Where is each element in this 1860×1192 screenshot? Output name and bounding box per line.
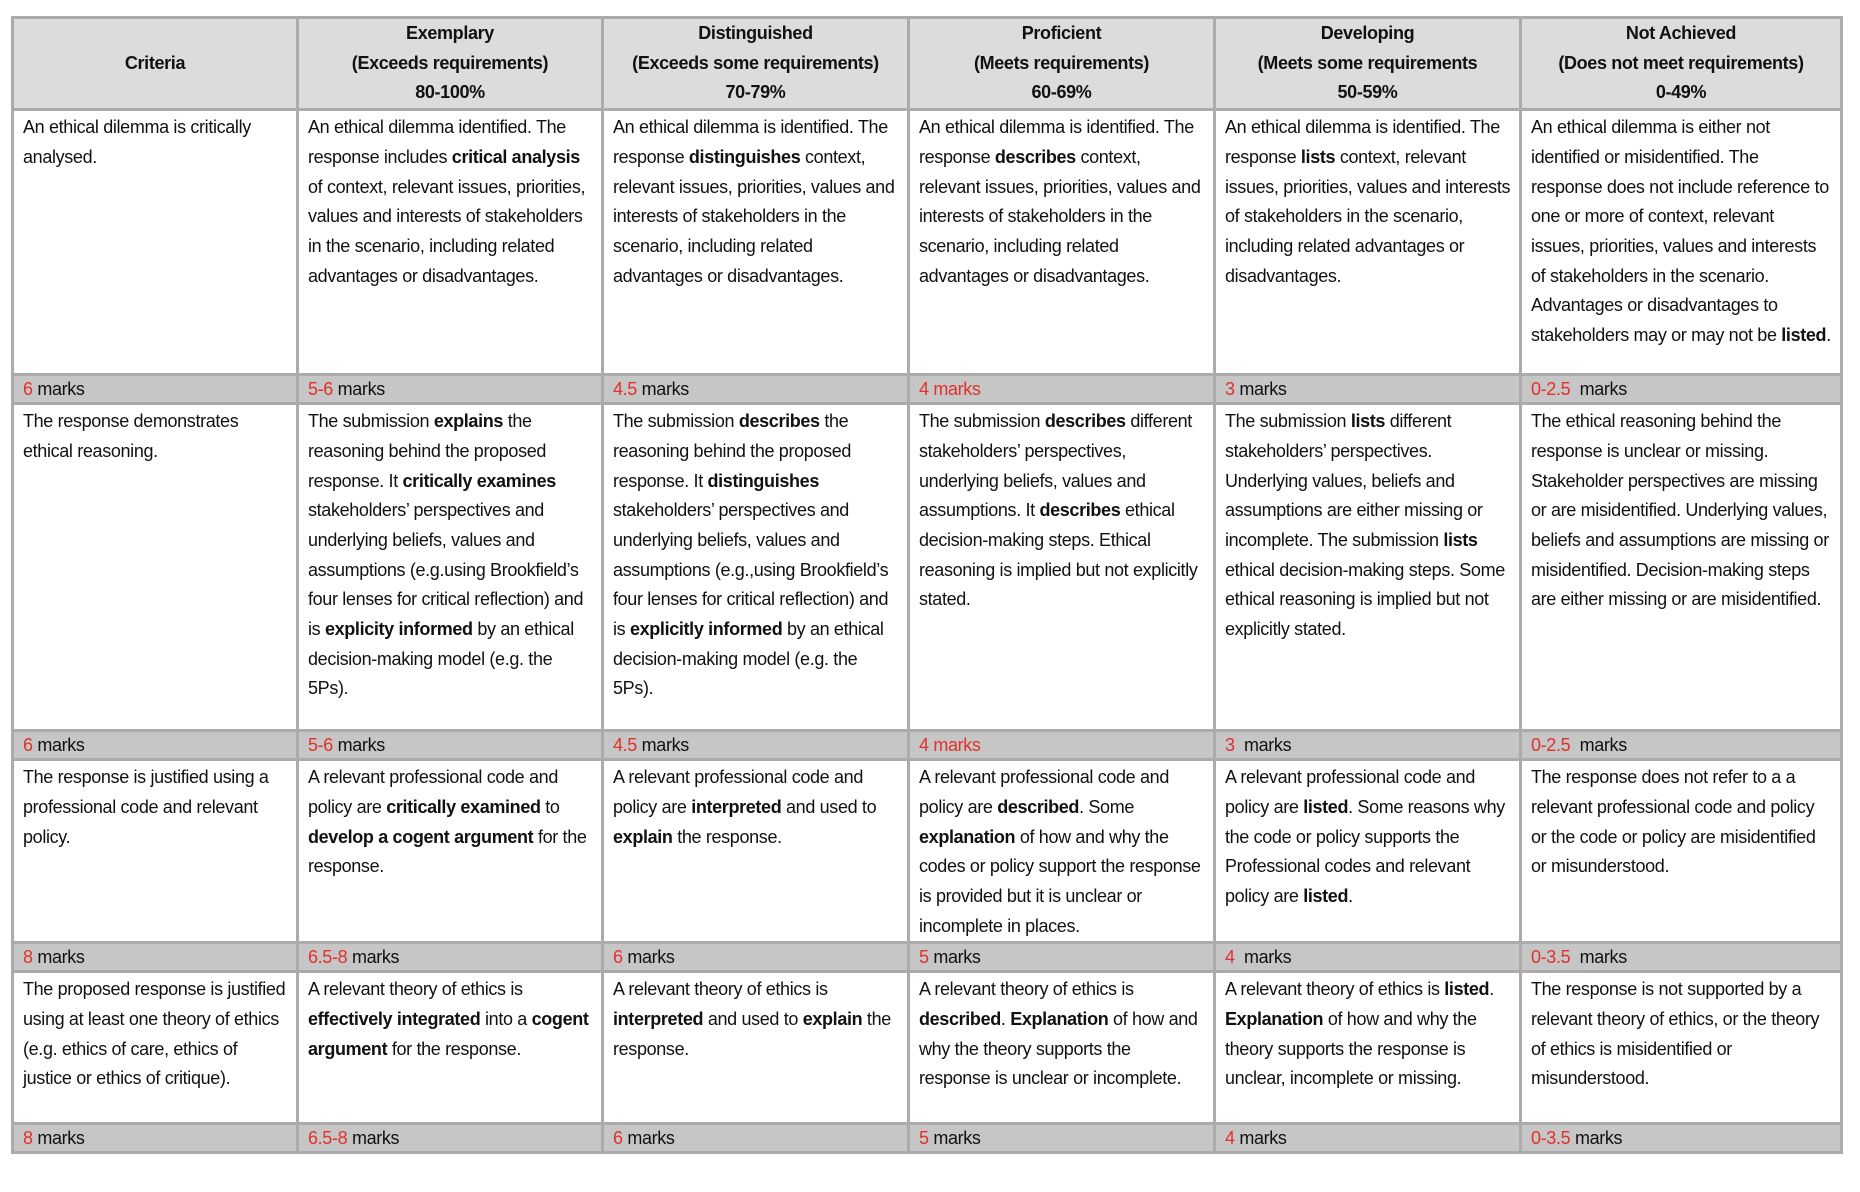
descriptor-text: An ethical dilemma identified. The response includes bbox=[308, 117, 566, 167]
header-row bbox=[13, 18, 1842, 110]
descriptor-text: A relevant professional code and policy are bbox=[308, 767, 558, 817]
descriptor-emphasis: critically examined bbox=[386, 796, 541, 817]
descriptor-text: The submission bbox=[1225, 411, 1351, 432]
descriptor-text: context, relevant issues, priorities, values and interests of stakeholders in the scenario, including related advantages or disadvantages. bbox=[613, 146, 895, 286]
level-name: Distinguished bbox=[698, 23, 813, 43]
level-name: Proficient bbox=[1021, 23, 1102, 43]
descriptor-cell-proficient bbox=[909, 110, 1215, 375]
criterion-row bbox=[13, 404, 1842, 731]
descriptor-emphasis: described bbox=[997, 796, 1080, 817]
descriptor-cell-proficient bbox=[909, 760, 1215, 943]
descriptor-emphasis: cogent argument bbox=[308, 1009, 589, 1059]
marks-cell-not-achieved bbox=[1521, 943, 1842, 972]
descriptor-text: The submission bbox=[919, 411, 1045, 432]
marks-value: 5 bbox=[919, 947, 929, 968]
descriptor-cell-distinguished bbox=[603, 404, 909, 731]
marks-value: 5-6 bbox=[308, 735, 333, 756]
descriptor-text: the response. bbox=[613, 1009, 891, 1059]
descriptor-text: by an ethical decision-making model (e.g. the 5Ps). bbox=[308, 619, 574, 699]
marks-cell-exemplary bbox=[298, 375, 603, 404]
descriptor-cell-developing bbox=[1215, 110, 1521, 375]
level-range: 0-49% bbox=[1655, 82, 1707, 103]
marks-cell-total bbox=[13, 943, 298, 972]
descriptor-text: the reasoning behind the proposed response. It bbox=[613, 411, 852, 491]
level-name: Exemplary bbox=[406, 23, 494, 43]
descriptor-emphasis: explain bbox=[802, 1009, 863, 1030]
descriptor-emphasis: distinguishes bbox=[688, 146, 801, 167]
level-desc: (Exceeds requirements) bbox=[351, 52, 549, 73]
marks-value: 4.5 bbox=[613, 379, 637, 400]
marks-label: marks bbox=[933, 1128, 981, 1149]
criterion-text: The response demonstrates ethical reasoning. bbox=[23, 411, 239, 461]
descriptor-cell-developing bbox=[1215, 404, 1521, 731]
descriptor-emphasis: described bbox=[919, 1009, 1001, 1030]
marks-cell-proficient bbox=[909, 1124, 1215, 1153]
marks-label: marks bbox=[337, 379, 385, 400]
marks-label: marks bbox=[1574, 1128, 1623, 1149]
marks-value: 5-6 bbox=[308, 379, 333, 400]
criterion-cell bbox=[13, 404, 298, 731]
descriptor-text: An ethical dilemma is either not identified or misidentified. The response does not include reference to one or more of context, relevant issues, priorities, values and interests of stakeholders in the scenario. Advantages or disadvantages to stakeholders may or may not be bbox=[1531, 117, 1829, 346]
descriptor-text: to bbox=[540, 796, 560, 817]
descriptor-text: A relevant professional code and policy are bbox=[613, 767, 863, 817]
descriptor-text: A relevant professional code and policy are bbox=[919, 767, 1169, 817]
descriptor-cell-developing bbox=[1215, 760, 1521, 943]
descriptor-emphasis: listed bbox=[1781, 325, 1827, 346]
marks-value: 4 bbox=[1225, 947, 1235, 968]
marks-cell-total bbox=[13, 375, 298, 404]
marks-label: marks bbox=[337, 735, 385, 756]
marks-cell-developing bbox=[1215, 731, 1521, 760]
descriptor-text: ethical decision-making steps. Ethical reasoning is implied but not explicitly stated. bbox=[919, 500, 1198, 610]
marks-value: 4 bbox=[1225, 1128, 1235, 1149]
level-desc: (Exceeds some requirements) bbox=[632, 52, 879, 73]
descriptor-text: and used to bbox=[781, 796, 877, 817]
descriptor-text: The response does not refer to a a relevant professional code and policy or the code or policy are misidentified or misunderstood. bbox=[1531, 767, 1816, 877]
marks-value: 4 bbox=[919, 735, 929, 756]
marks-cell-distinguished bbox=[603, 375, 909, 404]
marks-value: 3 bbox=[1225, 735, 1235, 756]
descriptor-text: of how and why the theory supports the response is unclear, incomplete or missing. bbox=[1225, 1009, 1477, 1089]
descriptor-text: into a bbox=[480, 1009, 532, 1030]
marks-cell-total bbox=[13, 1124, 298, 1153]
descriptor-text: context, relevant issues, priorities, values and interests of stakeholders in the scenario, including related advantages or disadvantages. bbox=[1225, 146, 1511, 286]
descriptor-emphasis: critical analysis bbox=[451, 146, 580, 167]
marks-label: marks bbox=[933, 379, 981, 400]
descriptor-text: The response is not supported by a relevant theory of ethics, or the theory of ethics is misidentified or misunderstood. bbox=[1531, 979, 1820, 1089]
marks-cell-exemplary bbox=[298, 731, 603, 760]
descriptor-cell-not-achieved bbox=[1521, 404, 1842, 731]
descriptor-emphasis: describes bbox=[738, 411, 820, 432]
descriptor-text: A relevant theory of ethics is bbox=[1225, 979, 1445, 1000]
level-range: 60-69% bbox=[1031, 82, 1092, 103]
marks-label: marks bbox=[641, 379, 689, 400]
marks-value: 3 bbox=[1225, 379, 1235, 400]
marks-cell-total bbox=[13, 731, 298, 760]
marks-value: 6.5-8 bbox=[308, 947, 348, 968]
descriptor-emphasis: lists bbox=[1300, 146, 1336, 167]
criterion-row bbox=[13, 760, 1842, 943]
marks-label: marks bbox=[1239, 1128, 1287, 1149]
marks-label: marks bbox=[1243, 947, 1292, 968]
marks-gap bbox=[1235, 735, 1244, 755]
descriptor-cell-distinguished bbox=[603, 972, 909, 1124]
marks-value: 0-2.5 bbox=[1531, 735, 1571, 756]
descriptor-emphasis: develop a cogent argument bbox=[308, 826, 534, 847]
descriptor-text: by an ethical decision-making model (e.g. the 5Ps). bbox=[613, 619, 884, 699]
marks-value: 8 bbox=[23, 1128, 33, 1149]
descriptor-emphasis: explanation bbox=[919, 826, 1016, 847]
descriptor-text: the response. bbox=[672, 826, 782, 847]
level-desc: (Meets requirements) bbox=[973, 52, 1150, 73]
descriptor-text: The ethical reasoning behind the response is unclear or missing. Stakeholder perspectives are missing or are misidentified. Underlying values, beliefs and assumptions are missing or misidentified. Decision-making steps are either missing or are misidentified. bbox=[1531, 411, 1829, 610]
marks-label: marks bbox=[1243, 735, 1292, 756]
marks-cell-proficient bbox=[909, 731, 1215, 760]
descriptor-text: . bbox=[1489, 979, 1494, 1000]
marks-row bbox=[13, 375, 1842, 404]
descriptor-text: different stakeholders’ perspectives. Underlying values, beliefs and assumptions are either missing or incomplete. The submission bbox=[1225, 411, 1483, 550]
descriptor-text: and used to bbox=[703, 1009, 803, 1030]
marks-cell-exemplary bbox=[298, 943, 603, 972]
rubric-table bbox=[11, 16, 1843, 1154]
marks-label: marks bbox=[933, 735, 981, 756]
marks-cell-distinguished bbox=[603, 1124, 909, 1153]
marks-row bbox=[13, 943, 1842, 972]
descriptor-emphasis: describes bbox=[1044, 411, 1126, 432]
marks-row bbox=[13, 731, 1842, 760]
level-name: Developing bbox=[1320, 23, 1415, 43]
descriptor-emphasis: Explanation bbox=[1010, 1009, 1109, 1030]
descriptor-emphasis: describes bbox=[1039, 500, 1121, 521]
marks-cell-not-achieved bbox=[1521, 1124, 1842, 1153]
marks-gap bbox=[1570, 379, 1579, 399]
marks-gap bbox=[1570, 947, 1579, 967]
marks-value: 6 bbox=[613, 1128, 623, 1149]
descriptor-emphasis: describes bbox=[994, 146, 1076, 167]
criterion-row bbox=[13, 110, 1842, 375]
marks-label: marks bbox=[37, 735, 85, 756]
criterion-cell bbox=[13, 972, 298, 1124]
marks-label: marks bbox=[1579, 735, 1627, 756]
marks-value: 6 bbox=[23, 379, 33, 400]
marks-value: 4.5 bbox=[613, 735, 637, 756]
descriptor-text: The submission bbox=[308, 411, 434, 432]
descriptor-text: A relevant theory of ethics is bbox=[613, 979, 828, 1000]
descriptor-text: . bbox=[1348, 885, 1353, 906]
marks-label: marks bbox=[37, 1128, 85, 1149]
descriptor-text: A relevant theory of ethics is bbox=[308, 979, 523, 1000]
marks-cell-not-achieved bbox=[1521, 731, 1842, 760]
marks-value: 8 bbox=[23, 947, 33, 968]
marks-label: marks bbox=[627, 947, 675, 968]
descriptor-emphasis: interpreted bbox=[613, 1009, 704, 1030]
descriptor-emphasis: effectively integrated bbox=[308, 1009, 481, 1030]
descriptor-emphasis: lists bbox=[1350, 411, 1386, 432]
descriptor-cell-not-achieved bbox=[1521, 972, 1842, 1124]
descriptor-emphasis: listed bbox=[1303, 796, 1349, 817]
descriptor-text: An ethical dilemma is identified. The response bbox=[1225, 117, 1500, 167]
level-range: 50-59% bbox=[1337, 82, 1398, 103]
descriptor-cell-not-achieved bbox=[1521, 110, 1842, 375]
descriptor-text: stakeholders’ perspectives and underlying beliefs, values and assumptions (e.g.using Brookfield’s four lenses for critical reflection) and is bbox=[308, 500, 584, 640]
header-criteria bbox=[13, 18, 298, 110]
marks-value: 5 bbox=[919, 1128, 929, 1149]
marks-cell-developing bbox=[1215, 1124, 1521, 1153]
marks-cell-distinguished bbox=[603, 731, 909, 760]
marks-label: marks bbox=[627, 1128, 675, 1149]
level-range: 70-79% bbox=[725, 82, 786, 103]
descriptor-text: the reasoning behind the proposed response. It bbox=[308, 411, 547, 491]
marks-gap bbox=[1235, 947, 1244, 967]
header-level-exemplary bbox=[298, 18, 603, 110]
descriptor-emphasis: explicitly informed bbox=[629, 619, 783, 640]
descriptor-text: A relevant theory of ethics is bbox=[919, 979, 1134, 1000]
marks-label: marks bbox=[1579, 379, 1627, 400]
descriptor-text: for the response. bbox=[308, 826, 587, 877]
criterion-row bbox=[13, 972, 1842, 1124]
descriptor-text: for the response. bbox=[387, 1038, 521, 1059]
marks-cell-proficient bbox=[909, 943, 1215, 972]
descriptor-text: different stakeholders’ perspectives, underlying beliefs, values and assumptions. It bbox=[919, 411, 1192, 521]
marks-label: marks bbox=[351, 1128, 400, 1149]
marks-label: marks bbox=[641, 735, 689, 756]
marks-value: 4 bbox=[919, 379, 929, 400]
marks-cell-developing bbox=[1215, 943, 1521, 972]
header-level-proficient bbox=[909, 18, 1215, 110]
criterion-cell bbox=[13, 760, 298, 943]
descriptor-cell-exemplary bbox=[298, 760, 603, 943]
marks-cell-not-achieved bbox=[1521, 375, 1842, 404]
descriptor-text: ethical decision-making steps. Some ethical reasoning is implied but not explicitly stated. bbox=[1225, 559, 1505, 640]
marks-cell-developing bbox=[1215, 375, 1521, 404]
criterion-cell bbox=[13, 110, 298, 375]
marks-value: 6 bbox=[613, 947, 623, 968]
criterion-text: An ethical dilemma is critically analysed. bbox=[23, 117, 251, 167]
marks-label: marks bbox=[37, 947, 85, 968]
descriptor-text: of how and why the theory supports the response is unclear or incomplete. bbox=[919, 1009, 1198, 1089]
descriptor-cell-developing bbox=[1215, 972, 1521, 1124]
descriptor-cell-proficient bbox=[909, 972, 1215, 1124]
header-criteria-label: Criteria bbox=[124, 52, 186, 73]
level-name: Not Achieved bbox=[1625, 23, 1737, 43]
descriptor-emphasis: interpreted bbox=[691, 796, 782, 817]
descriptor-cell-exemplary bbox=[298, 110, 603, 375]
descriptor-cell-exemplary bbox=[298, 972, 603, 1124]
header-level-developing bbox=[1215, 18, 1521, 110]
descriptor-emphasis: Explanation bbox=[1225, 1009, 1324, 1030]
marks-value: 6.5-8 bbox=[308, 1128, 348, 1149]
descriptor-text: stakeholders’ perspectives and underlying beliefs, values and assumptions (e.g.,using Brookfield’s four lenses for critical reflection) and is bbox=[613, 500, 889, 640]
descriptor-emphasis: distinguishes bbox=[707, 470, 819, 491]
descriptor-text: . bbox=[1000, 1009, 1011, 1030]
descriptor-text: . Some bbox=[1079, 796, 1135, 817]
descriptor-text: context, relevant issues, priorities, values and interests of stakeholders in the scenario, including related advantages or disadvantages. bbox=[919, 146, 1201, 286]
marks-row bbox=[13, 1124, 1842, 1153]
descriptor-text: A relevant professional code and policy are bbox=[1225, 767, 1475, 817]
descriptor-emphasis: explicity informed bbox=[324, 619, 473, 640]
descriptor-emphasis: explain bbox=[613, 826, 673, 847]
marks-label: marks bbox=[1239, 379, 1287, 400]
descriptor-cell-proficient bbox=[909, 404, 1215, 731]
criterion-text: The response is justified using a professional code and relevant policy. bbox=[23, 767, 269, 847]
rubric-body bbox=[13, 110, 1842, 1153]
marks-label: marks bbox=[351, 947, 400, 968]
descriptor-emphasis: listed bbox=[1303, 885, 1349, 906]
marks-cell-proficient bbox=[909, 375, 1215, 404]
marks-value: 0-3.5 bbox=[1531, 947, 1571, 968]
descriptor-text: An ethical dilemma is identified. The response bbox=[613, 117, 888, 167]
criterion-text: The proposed response is justified using at least one theory of ethics (e.g. ethics of care, ethics of justice or ethics of critique). bbox=[23, 979, 286, 1089]
header-level-distinguished bbox=[603, 18, 909, 110]
descriptor-emphasis: lists bbox=[1443, 529, 1478, 550]
marks-label: marks bbox=[933, 947, 981, 968]
descriptor-text: . bbox=[1826, 325, 1831, 346]
level-range: 80-100% bbox=[415, 82, 485, 103]
descriptor-text: of how and why the codes or policy support the response is provided but it is unclear or incomplete in places. bbox=[919, 826, 1201, 936]
descriptor-cell-distinguished bbox=[603, 760, 909, 943]
marks-gap bbox=[1570, 735, 1579, 755]
marks-label: marks bbox=[37, 379, 85, 400]
marks-cell-distinguished bbox=[603, 943, 909, 972]
marks-value: 6 bbox=[23, 735, 33, 756]
descriptor-cell-exemplary bbox=[298, 404, 603, 731]
descriptor-text: The submission bbox=[613, 411, 739, 432]
descriptor-text: An ethical dilemma is identified. The response bbox=[919, 117, 1194, 167]
descriptor-cell-not-achieved bbox=[1521, 760, 1842, 943]
descriptor-cell-distinguished bbox=[603, 110, 909, 375]
header-level-not-achieved bbox=[1521, 18, 1842, 110]
level-desc: (Meets some requirements bbox=[1257, 52, 1478, 73]
descriptor-text: of context, relevant issues, priorities, values and interests of stakeholders in the scenario, including related advantages or disadvantages. bbox=[308, 176, 586, 286]
marks-value: 0-2.5 bbox=[1531, 379, 1571, 400]
descriptor-emphasis: listed bbox=[1444, 979, 1490, 1000]
descriptor-emphasis: critically examines bbox=[402, 470, 556, 491]
marks-value: 0-3.5 bbox=[1531, 1128, 1571, 1149]
marks-cell-exemplary bbox=[298, 1124, 603, 1153]
descriptor-text: . Some reasons why the code or policy supports the Professional codes and relevant policy are bbox=[1225, 796, 1505, 906]
descriptor-emphasis: explains bbox=[433, 411, 504, 432]
marks-label: marks bbox=[1579, 947, 1627, 968]
level-desc: (Does not meet requirements) bbox=[1558, 52, 1804, 73]
